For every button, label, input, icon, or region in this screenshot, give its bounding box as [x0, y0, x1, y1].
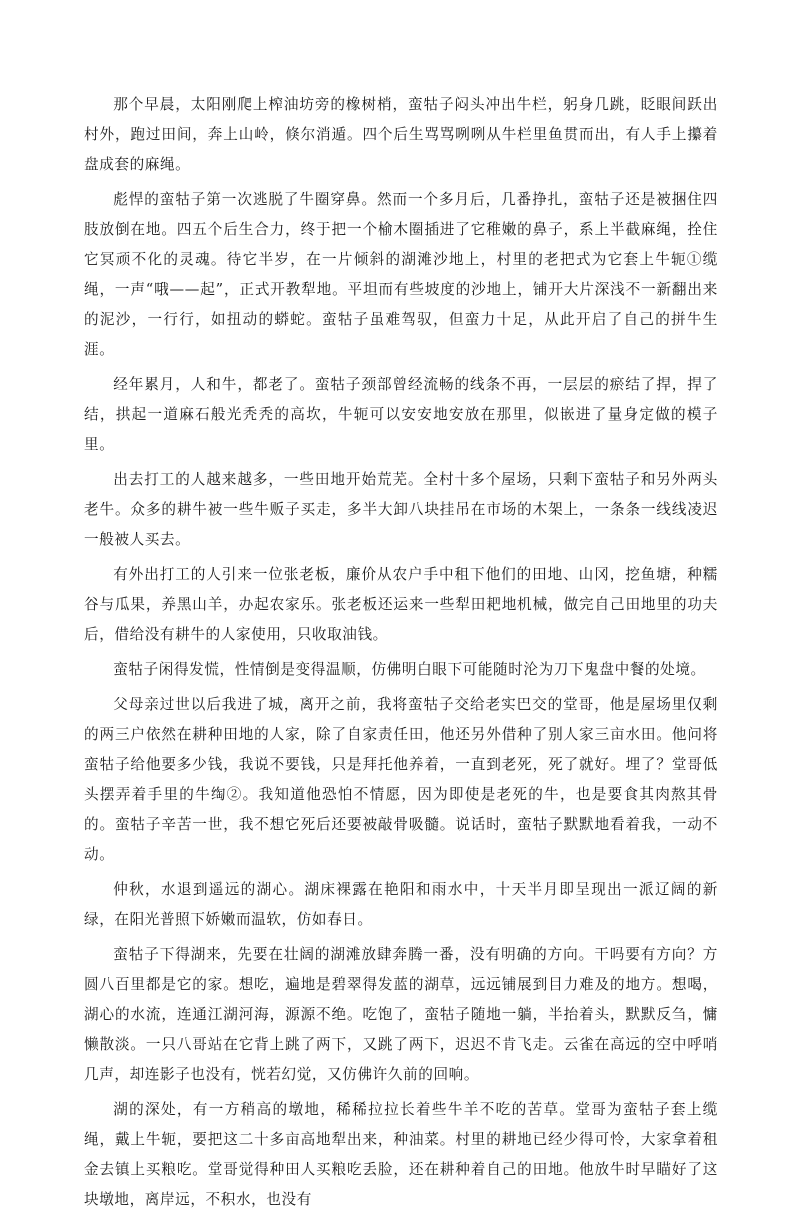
paragraph-6: 蛮牯子闲得发慌，性情倒是变得温顺，仿佛明白眼下可能随时沦为刀下鬼盘中餐的处境。 [113, 661, 706, 678]
article-body [84, 90, 718, 1215]
paragraph-4: 出去打工的人越来越多，一些田地开始荒芜。全村十多个屋场，只剩下蛮牯子和另外两头老牛。众多的耕牛被一些牛贩子买走，多半大卸八块挂吊在市场的木架上，一条条一线线凌迟一般被人买去。 [84, 471, 718, 548]
paragraph-8: 仲秋，水退到遥远的湖心。湖床裸露在艳阳和雨水中，十天半月即呈现出一派辽阔的新绿，在阳光普照下娇嫩而温软，仿如春日。 [84, 881, 718, 928]
paragraph-5: 有外出打工的人引来一位张老板，廉价从农户手中租下他们的田地、山冈，挖鱼塘，种糯谷与瓜果，养黑山羊，办起农家乐。张老板还运来一些犁田耙地机械，做完自己田地里的功夫后，借给没有耕牛的人家使用，只收取油钱。 [84, 566, 718, 643]
paragraph-9: 蛮牯子下得湖来，先要在壮阔的湖滩放肆奔腾一番，没有明确的方向。干吗要有方向？方圆八百里都是它的家。想吃，遍地是碧翠得发蓝的湖草，远远铺展到目力难及的地方。想喝，湖心的水流，连通江湖河海，源源不绝。吃饱了，蛮牯子随地一躺，半抬着头，默默反刍，慵懒散淡。一只八哥站在它背上跳了两下，又跳了两下，迟迟不肯飞走。云雀在高远的空中呼哨几声，却连影子也没有，恍若幻觉，又仿佛许久前的回响。 [84, 946, 718, 1083]
paragraph-1: 那个早晨，太阳刚爬上榨油坊旁的橡树梢，蛮牯子闷头冲出牛栏，躬身几跳，眨眼间跃出村外，跑过田间，奔上山岭，倏尔消遁。四个后生骂骂咧咧从牛栏里鱼贯而出，有人手上攥着盘成套的麻绳。 [84, 96, 718, 173]
paragraph-3: 经年累月，人和牛，都老了。蛮牯子颈部曾经流畅的线条不再，一层层的瘀结了捍，捍了结，拱起一道麻石般光秃秃的高坎，牛轭可以安安地安放在那里，似嵌进了量身定做的模子里。 [84, 376, 718, 453]
paragraph-7: 父母亲过世以后我进了城，离开之前，我将蛮牯子交给老实巴交的堂哥，他是屋场里仅剩的两三户依然在耕种田地的人家，除了自家责任田，他还另外借种了别人家三亩水田。他问将蛮牯子给他要多少钱，我说不要钱，只是拜托他养着，一直到老死，死了就好。埋了？堂哥低头摆弄着手里的牛绹②。我知道他恐怕不情愿，因为即使是老死的牛，也是要食其肉熬其骨的。蛮牯子辛苦一世，我不想它死后还要被敲骨吸髓。说话时，蛮牯子默默地看着我，一动不动。 [84, 696, 718, 863]
paragraph-2: 彪悍的蛮牯子第一次逃脱了牛圈穿鼻。然而一个多月后，几番挣扎，蛮牯子还是被捆住四肢放倒在地。四五个后生合力，终于把一个榆木圈插进了它稚嫩的鼻子，系上半截麻绳，拴住它冥顽不化的灵魂。待它半岁，在一片倾斜的湖滩沙地上，村里的老把式为它套上牛轭①缆绳，一声“哦——起”，正式开教犁地。平坦而有些坡度的沙地上，铺开大片深浅不一新翻出来的泥沙，一行行，如扭动的蟒蛇。蛮牯子虽难驾驭，但蛮力十足，从此开启了自己的拼牛生涯。 [84, 191, 718, 358]
paragraph-10: 湖的深处，有一方稍高的墩地，稀稀拉拉长着些牛羊不吃的苦草。堂哥为蛮牯子套上缆绳，戴上牛轭，要把这二十多亩高地犁出来，种油菜。村里的耕地已经少得可怜，大家拿着租金去镇上买粮吃。堂哥觉得种田人买粮吃丢脸，还在耕种着自己的田地。他放牛时早瞄好了这块墩地，离岸远，不积水，也没有 [84, 1101, 718, 1208]
